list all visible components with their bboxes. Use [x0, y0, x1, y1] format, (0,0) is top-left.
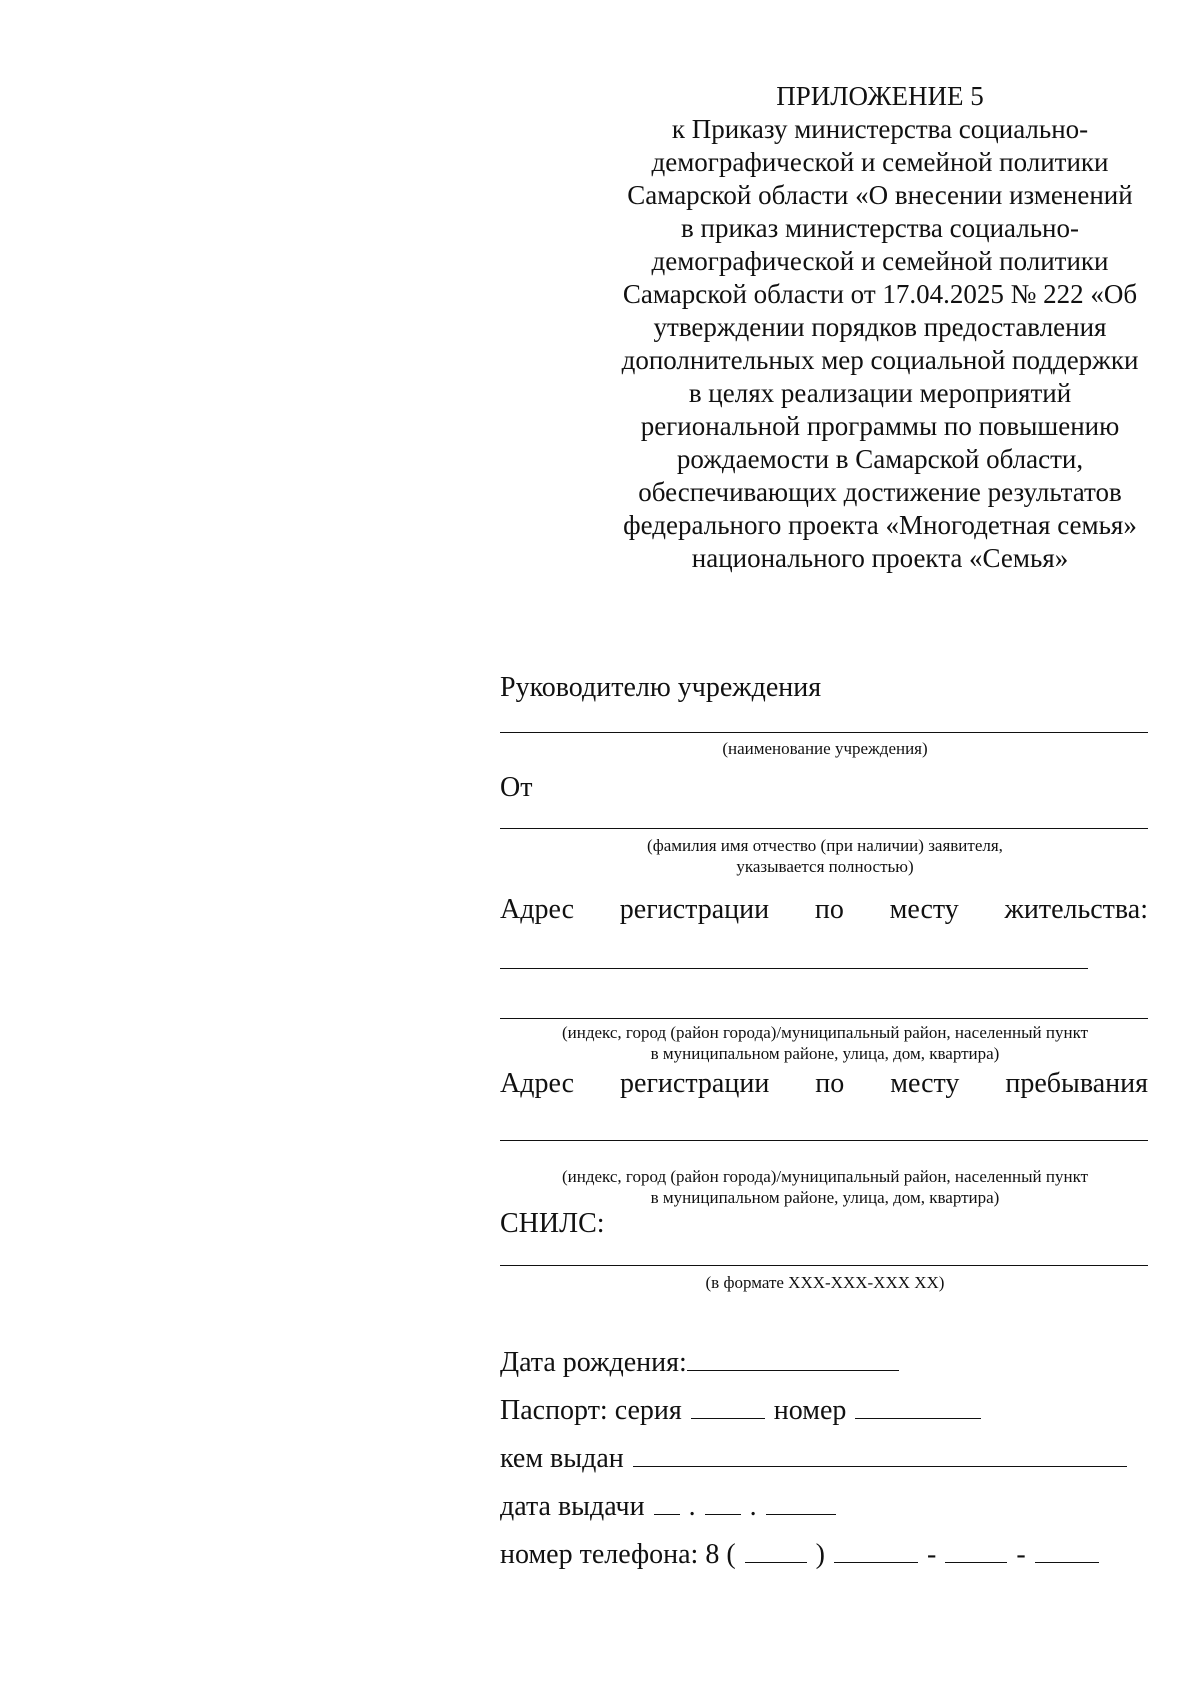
phone-code-field[interactable] — [745, 1534, 807, 1563]
issue-year-field[interactable] — [766, 1486, 836, 1515]
appendix-header — [600, 80, 1160, 575]
stay-address-field[interactable] — [500, 1140, 1148, 1141]
snils-field[interactable] — [500, 1265, 1148, 1266]
phone-dash: - — [1016, 1539, 1026, 1570]
fio-caption-line: указывается полностью) — [736, 857, 914, 876]
birth-date-row — [500, 1342, 901, 1379]
residence-address-caption — [500, 1022, 1150, 1064]
phone-label: номер телефона: — [500, 1539, 699, 1570]
phone-close: ) — [815, 1539, 825, 1570]
issued-by-row — [500, 1438, 1129, 1475]
fio-caption — [500, 835, 1150, 877]
date-separator: . — [749, 1491, 757, 1522]
header-line: дополнительных мер социальной поддержки — [621, 345, 1139, 375]
header-line: ПРИЛОЖЕНИЕ 5 — [776, 81, 984, 111]
phone-part1-field[interactable] — [834, 1534, 918, 1563]
passport-series-label: Паспорт: серия — [500, 1395, 682, 1426]
snils-caption: (в формате XXX-XXX-XXX XX) — [705, 1273, 945, 1292]
institution-caption: (наименование учреждения) — [722, 739, 928, 758]
address-caption-line: (индекс, город (район города)/муниципальный район, населенный пункт — [561, 1167, 1089, 1186]
passport-series-field[interactable] — [691, 1390, 765, 1419]
issued-by-field[interactable] — [633, 1438, 1127, 1467]
phone-part2-field[interactable] — [945, 1534, 1007, 1563]
passport-number-label: номер — [773, 1395, 847, 1426]
passport-row — [500, 1390, 983, 1427]
header-line: обеспечивающих достижение результатов — [638, 477, 1122, 507]
header-line: утверждении порядков предоставления — [653, 312, 1107, 342]
header-line: Самарской области «О внесении изменений — [627, 180, 1133, 210]
header-line: региональной программы по повышению — [640, 411, 1120, 441]
residence-address-field-line2[interactable] — [500, 1018, 1148, 1019]
snils-label: СНИЛС: — [500, 1208, 605, 1239]
birth-date-field[interactable] — [687, 1342, 899, 1371]
addressee-label: Руководителю учреждения — [500, 672, 822, 703]
fio-caption-line: (фамилия имя отчество (при наличии) заявителя, — [647, 836, 1003, 855]
header-line: демографической и семейной политики — [651, 246, 1109, 276]
header-line: федерального проекта «Многодетная семья» — [623, 510, 1137, 540]
from-label: От — [500, 772, 533, 803]
address-caption-line: (индекс, город (район города)/муниципальный район, населенный пункт — [561, 1023, 1089, 1042]
header-line: к Приказу министерства социально- — [671, 114, 1089, 144]
applicant-fio-field[interactable] — [500, 828, 1148, 829]
stay-address-caption — [500, 1166, 1150, 1208]
passport-number-field[interactable] — [855, 1390, 981, 1419]
date-separator: . — [688, 1491, 696, 1522]
header-line: демографической и семейной политики — [651, 147, 1109, 177]
residence-address-field-line1[interactable] — [500, 968, 1088, 969]
header-line: Самарской области от 17.04.2025 № 222 «Об — [622, 279, 1138, 309]
issue-date-label: дата выдачи — [500, 1491, 645, 1522]
address-caption-line: в муниципальном районе, улица, дом, квартира) — [650, 1044, 1000, 1063]
stay-address-label: Адрес регистрации по месту пребывания — [500, 1068, 1148, 1099]
residence-address-label: Адрес регистрации по месту жительства: — [500, 894, 1148, 925]
header-line: рождаемости в Самарской области, — [676, 444, 1084, 474]
issue-day-field[interactable] — [654, 1486, 680, 1515]
birth-date-label: Дата рождения: — [500, 1347, 687, 1378]
phone-prefix: 8 ( — [705, 1539, 736, 1570]
phone-part3-field[interactable] — [1035, 1534, 1099, 1563]
institution-name-field[interactable] — [500, 732, 1148, 733]
issue-month-field[interactable] — [705, 1486, 741, 1515]
header-line: национального проекта «Семья» — [691, 543, 1069, 573]
phone-dash: - — [927, 1539, 937, 1570]
header-line: в целях реализации мероприятий — [688, 378, 1072, 408]
header-line: в приказ министерства социально- — [681, 213, 1079, 243]
issued-by-label: кем выдан — [500, 1443, 624, 1474]
address-caption-line: в муниципальном районе, улица, дом, квартира) — [650, 1188, 1000, 1207]
issue-date-row — [500, 1486, 838, 1523]
phone-row — [500, 1534, 1101, 1571]
